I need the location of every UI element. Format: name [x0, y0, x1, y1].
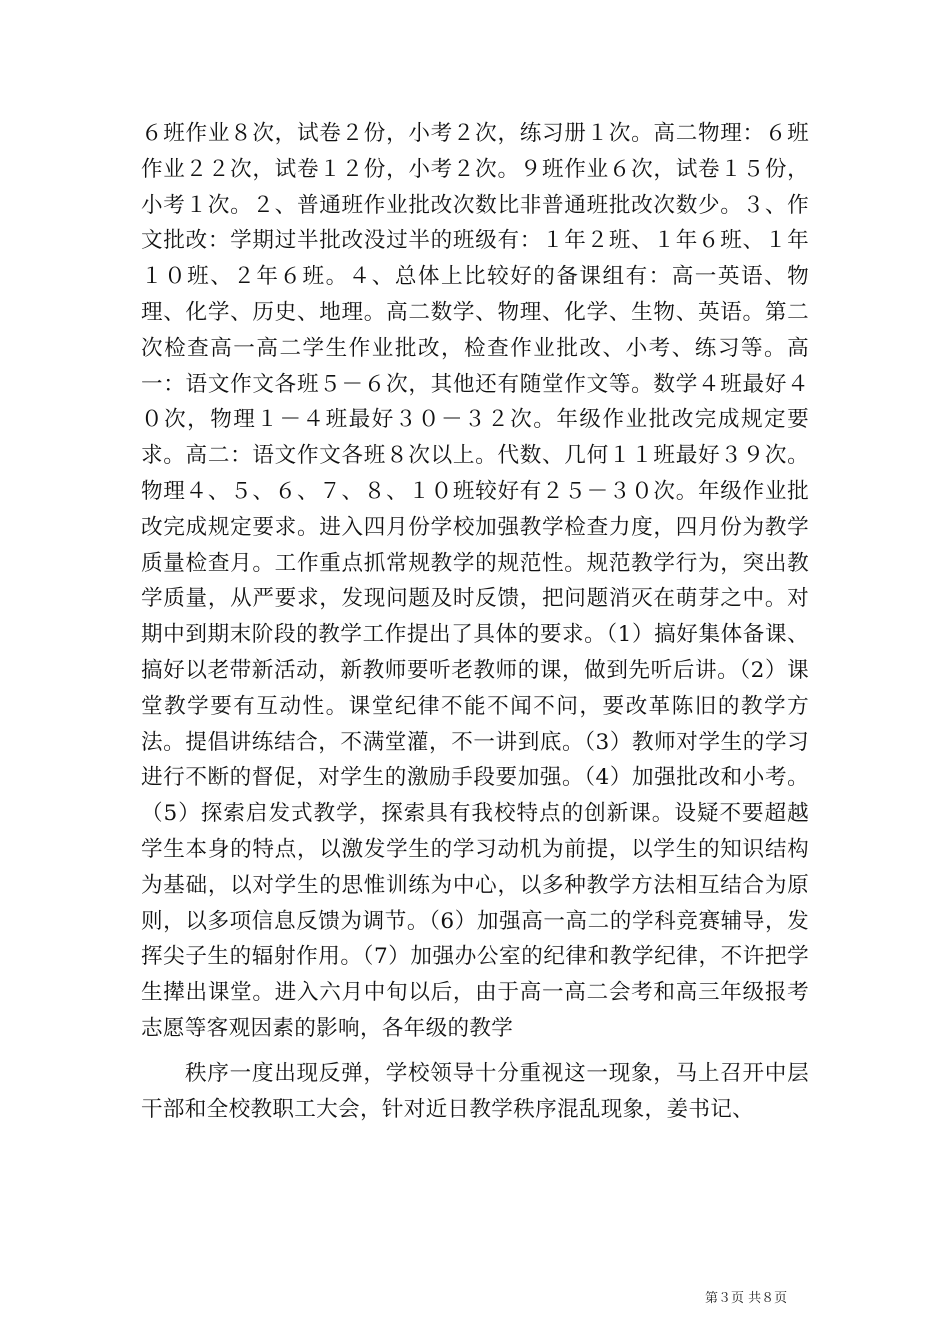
- page-number-footer: 第３页 共８页: [705, 1291, 788, 1306]
- body-text: [141, 116, 809, 1127]
- paragraph-2: 秩序一度出现反弹，学校领导十分重视这一现象，马上召开中层干部和全校教职工大会，针对近日教学秩序混乱现象，姜书记、: [141, 1060, 809, 1122]
- paragraph-1: ６班作业８次，试卷２份，小考２次，练习册１次。高二物理：６班作业２２次，试卷１２份，小考２次。９班作业６次，试卷１５份，小考１次。２、普通班作业批改次数比非普通班批改次数少。３、作文批改：学期过半批改没过半的班级有：１年２班、１年６班、１年１０班、２年６班。４、总体上比较好的备课组有：高一英语、物理、化学、历史、地理。高二数学、物理、化学、生物、英语。第二次检查高一高二学生作业批改，检查作业批改、小考、练习等。高一：语文作文各班５－６次，其他还有随堂作文等。数学４班最好４０次，物理１－４班最好３０－３２次。年级作业批改完成规定要求。高二：语文作文各班８次以上。代数、几何１１班最好３９次。物理４、５、６、７、８、１０班较好有２５－３０次。年级作业批改完成规定要求。进入四月份学校加强教学检查力度，四月份为教学质量检查月。工作重点抓常规教学的规范性。规范教学行为，突出教学质量，从严要求，发现问题及时反馈，把问题消灭在萌芽之中。对期中到期末阶段的教学工作提出了具体的要求。（1）搞好集体备课、搞好以老带新活动，新教师要听老教师的课，做到先听后讲。（2）课堂教学要有互动性。课堂纪律不能不闻不问，要改革陈旧的教学方法。提倡讲练结合，不满堂灌，不一讲到底。（3）教师对学生的学习进行不断的督促，对学生的激励手段要加强。（4）加强批改和小考。（5）探索启发式教学，探索具有我校特点的创新课。设疑不要超越学生本身的特点，以激发学生的学习动机为前提，以学生的知识结构为基础，以对学生的思惟训练为中心，以多种教学方法相互结合为原则，以多项信息反馈为调节。（6）加强高一高二的学科竞赛辅导，发挥尖子生的辐射作用。（7）加强办公室的纪律和教学纪律，不许把学生撵出课堂。进入六月中旬以后，由于高一高二会考和高三年级报考志愿等客观因素的影响，各年级的教学: [141, 121, 809, 1041]
